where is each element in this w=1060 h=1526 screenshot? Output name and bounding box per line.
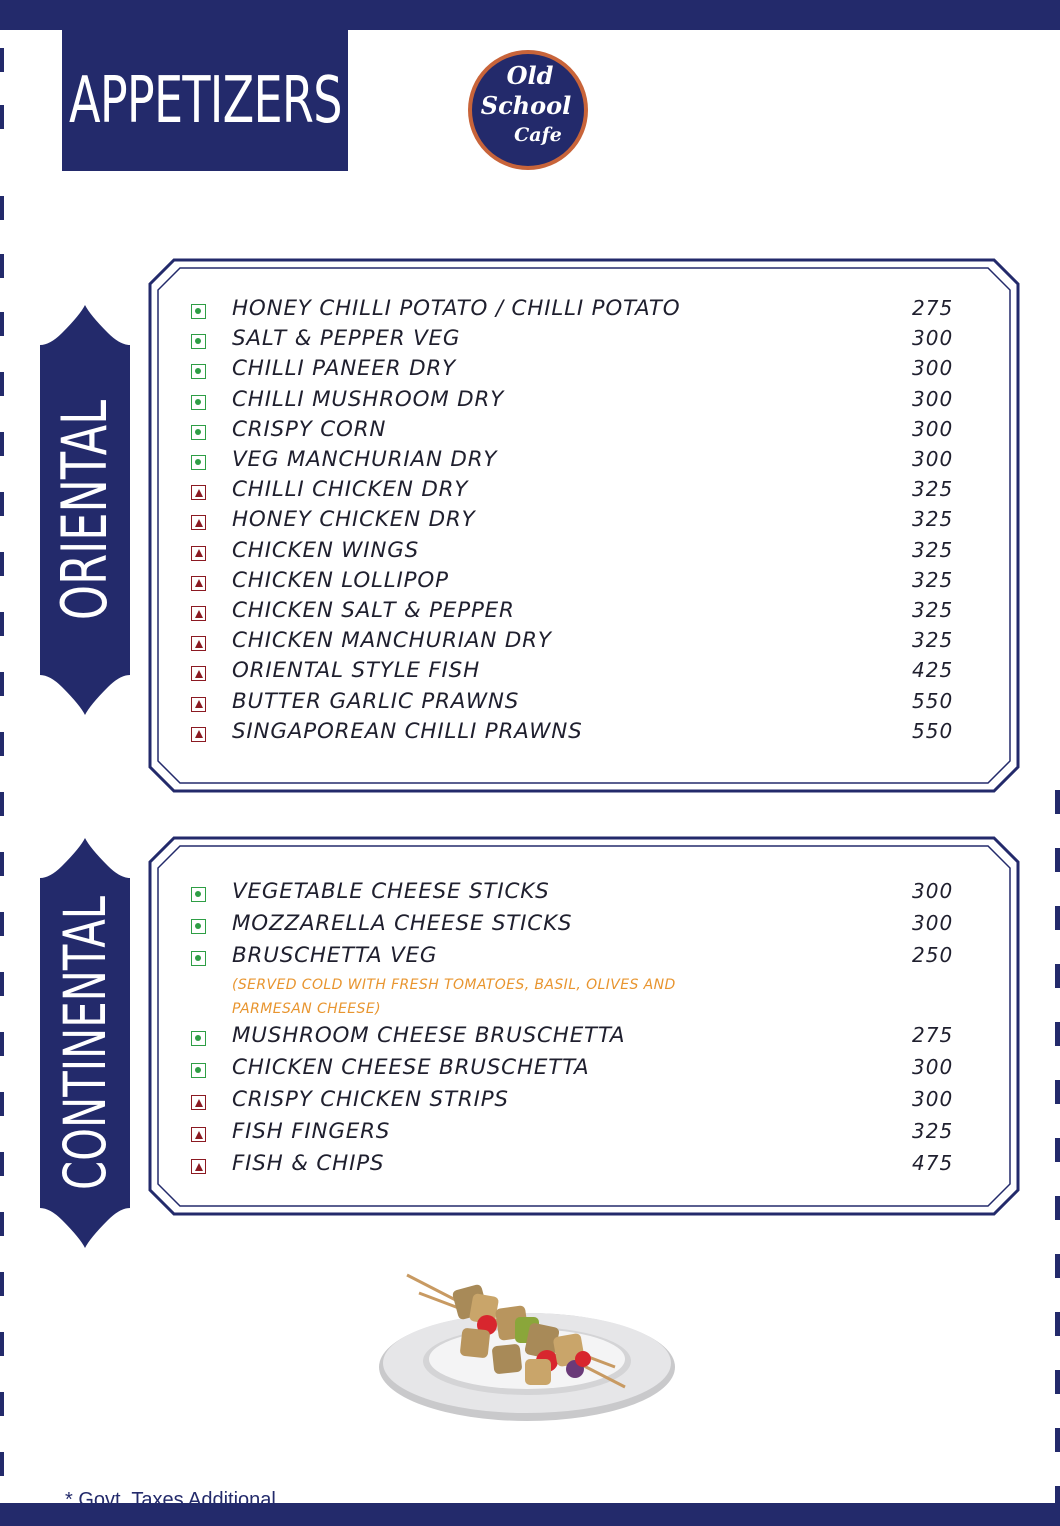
border-dash (0, 492, 4, 516)
menu-item (148, 658, 1020, 688)
nonveg-indicator-icon (191, 485, 206, 500)
menu-item-name: CRISPY CHICKEN STRIPS (232, 1087, 509, 1111)
nonveg-indicator-icon (191, 1127, 206, 1142)
veg-indicator-icon (191, 395, 206, 410)
logo-line-2: School (480, 91, 572, 120)
border-dash (0, 792, 4, 816)
border-dash (0, 972, 4, 996)
menu-item (148, 943, 1020, 973)
nonveg-indicator-icon (191, 515, 206, 530)
menu-item (148, 1055, 1020, 1085)
menu-item-name: FISH & CHIPS (232, 1151, 385, 1175)
menu-item (148, 1087, 1020, 1117)
menu-item-price: 300 (912, 416, 954, 441)
menu-item-price: 300 (912, 1055, 954, 1079)
border-dash (1055, 1370, 1060, 1394)
menu-item-price: 325 (912, 1119, 954, 1143)
menu-item (148, 598, 1020, 628)
menu-item-name: HONEY CHILLI POTATO / CHILLI POTATO (232, 296, 681, 320)
border-dash (1055, 1254, 1060, 1278)
menu-item (148, 296, 1020, 326)
taxes-footnote: * Govt. Taxes Additional (65, 1489, 276, 1511)
border-dash (0, 1452, 4, 1476)
border-dash (0, 1212, 4, 1236)
menu-item (148, 1151, 1020, 1181)
veg-indicator-icon (191, 455, 206, 470)
menu-item-price: 250 (912, 943, 954, 967)
menu-item (148, 1023, 1020, 1053)
menu-item-price: 325 (912, 598, 954, 622)
nonveg-indicator-icon (191, 697, 206, 712)
menu-item-name: HONEY CHICKEN DRY (232, 507, 476, 532)
page-title-banner (62, 30, 348, 171)
menu-item-price: 325 (912, 507, 954, 532)
border-dash (0, 1092, 4, 1116)
border-dash (0, 1332, 4, 1356)
menu-item-price: 300 (912, 911, 954, 935)
menu-item-name: ORIENTAL STYLE FISH (232, 658, 481, 683)
nonveg-indicator-icon (191, 546, 206, 561)
border-dash (1055, 1486, 1060, 1510)
menu-item (148, 689, 1020, 719)
border-dash (1055, 1312, 1060, 1336)
menu-item (148, 417, 1020, 447)
menu-item (148, 628, 1020, 658)
menu-item (148, 879, 1020, 909)
menu-panel-oriental (148, 258, 1020, 793)
menu-item-price: 300 (912, 386, 954, 411)
border-dash (1055, 1138, 1060, 1162)
section-tab-continental (40, 838, 130, 1248)
menu-item (148, 477, 1020, 507)
menu-item-price: 325 (912, 628, 954, 653)
menu-item-price: 325 (912, 567, 954, 592)
border-dash (0, 732, 4, 756)
border-dash (0, 672, 4, 696)
section-label-continental: CONTINENTAL (51, 895, 119, 1191)
menu-item (148, 719, 1020, 749)
veg-indicator-icon (191, 1063, 206, 1078)
menu-item-name: CHICKEN SALT & PEPPER (232, 598, 515, 622)
section-tab-oriental (40, 305, 130, 715)
nonveg-indicator-icon (191, 1159, 206, 1174)
border-dash (0, 254, 4, 278)
veg-indicator-icon (191, 887, 206, 902)
menu-item-name: CHICKEN WINGS (232, 537, 420, 562)
menu-item-price: 300 (912, 447, 954, 471)
border-dash (1055, 1196, 1060, 1220)
menu-item-name: CHICKEN CHEESE BRUSCHETTA (232, 1055, 590, 1079)
nonveg-indicator-icon (191, 606, 206, 621)
menu-item-note: (SERVED COLD WITH FRESH TOMATOES, BASIL, OLIVES AND PARMESAN CHEESE) (232, 977, 676, 1017)
border-dash (1055, 1428, 1060, 1452)
menu-item-price: 275 (912, 1023, 954, 1047)
border-dash (0, 372, 4, 396)
veg-indicator-icon (191, 1031, 206, 1046)
menu-item-price: 550 (912, 718, 954, 743)
menu-item-price: 275 (912, 296, 954, 320)
nonveg-indicator-icon (191, 636, 206, 651)
border-dash (1055, 790, 1060, 814)
menu-item (148, 326, 1020, 356)
menu-item-name: FISH FINGERS (232, 1119, 391, 1143)
menu-item-name: CHICKEN LOLLIPOP (232, 567, 449, 592)
menu-item (148, 387, 1020, 417)
menu-item (148, 507, 1020, 537)
nonveg-indicator-icon (191, 727, 206, 742)
menu-item-name: SINGAPOREAN CHILLI PRAWNS (232, 718, 583, 743)
border-dash (0, 105, 4, 129)
logo-line-1: Old (506, 61, 554, 90)
menu-item-price: 300 (912, 356, 954, 381)
menu-item-name: VEGETABLE CHEESE STICKS (232, 879, 550, 903)
page-title: APPETIZERS (68, 63, 342, 138)
menu-item-name: MUSHROOM CHEESE BRUSCHETTA (232, 1023, 626, 1047)
border-dash (0, 1152, 4, 1176)
menu-item-name: BUTTER GARLIC PRAWNS (232, 688, 520, 713)
border-dash (0, 852, 4, 876)
menu-item-price: 425 (912, 658, 954, 683)
menu-item-price: 475 (912, 1151, 954, 1175)
menu-item-name: MOZZARELLA CHEESE STICKS (232, 911, 573, 935)
border-dash (0, 48, 4, 72)
menu-item (148, 356, 1020, 386)
nonveg-indicator-icon (191, 1095, 206, 1110)
menu-item-price: 325 (912, 477, 954, 502)
border-dash (1055, 848, 1060, 872)
menu-item (148, 1119, 1020, 1149)
border-dash (0, 912, 4, 936)
menu-item-price: 300 (912, 326, 954, 351)
border-dash (0, 432, 4, 456)
menu-item-name: VEG MANCHURIAN DRY (232, 447, 498, 471)
border-dash (0, 552, 4, 576)
menu-item (148, 538, 1020, 568)
border-dash (0, 312, 4, 336)
menu-item-name: CHICKEN MANCHURIAN DRY (232, 628, 552, 653)
menu-item-name: CHILLI CHICKEN DRY (232, 477, 469, 502)
border-dash (0, 1392, 4, 1416)
veg-indicator-icon (191, 425, 206, 440)
border-dash (0, 612, 4, 636)
menu-item (148, 447, 1020, 477)
menu-item-name: CRISPY CORN (232, 416, 387, 441)
menu-item-price: 300 (912, 879, 954, 903)
top-border-bar (0, 0, 1060, 30)
menu-item-price: 325 (912, 537, 954, 562)
border-dash (0, 196, 4, 220)
menu-item-price: 300 (912, 1087, 954, 1111)
menu-item-price: 550 (912, 688, 954, 713)
menu-panel-continental (148, 836, 1020, 1216)
menu-item-name: SALT & PEPPER VEG (232, 326, 461, 351)
logo-line-3: Cafe (514, 124, 562, 146)
menu-item-name: CHILLI MUSHROOM DRY (232, 386, 505, 411)
menu-item (148, 568, 1020, 598)
kebab-plate-illustration (375, 1265, 685, 1425)
veg-indicator-icon (191, 919, 206, 934)
border-dash (1055, 1022, 1060, 1046)
border-dash (1055, 906, 1060, 930)
nonveg-indicator-icon (191, 576, 206, 591)
veg-indicator-icon (191, 364, 206, 379)
border-dash (0, 1032, 4, 1056)
border-dash (1055, 1080, 1060, 1104)
veg-indicator-icon (191, 951, 206, 966)
section-label-oriental: ORIENTAL (48, 399, 121, 621)
menu-item-name: CHILLI PANEER DRY (232, 356, 457, 381)
cafe-logo (466, 48, 590, 172)
menu-item-name: BRUSCHETTA VEG (232, 943, 438, 967)
menu-item (148, 911, 1020, 941)
veg-indicator-icon (191, 304, 206, 319)
nonveg-indicator-icon (191, 666, 206, 681)
border-dash (0, 1272, 4, 1296)
veg-indicator-icon (191, 334, 206, 349)
border-dash (1055, 964, 1060, 988)
